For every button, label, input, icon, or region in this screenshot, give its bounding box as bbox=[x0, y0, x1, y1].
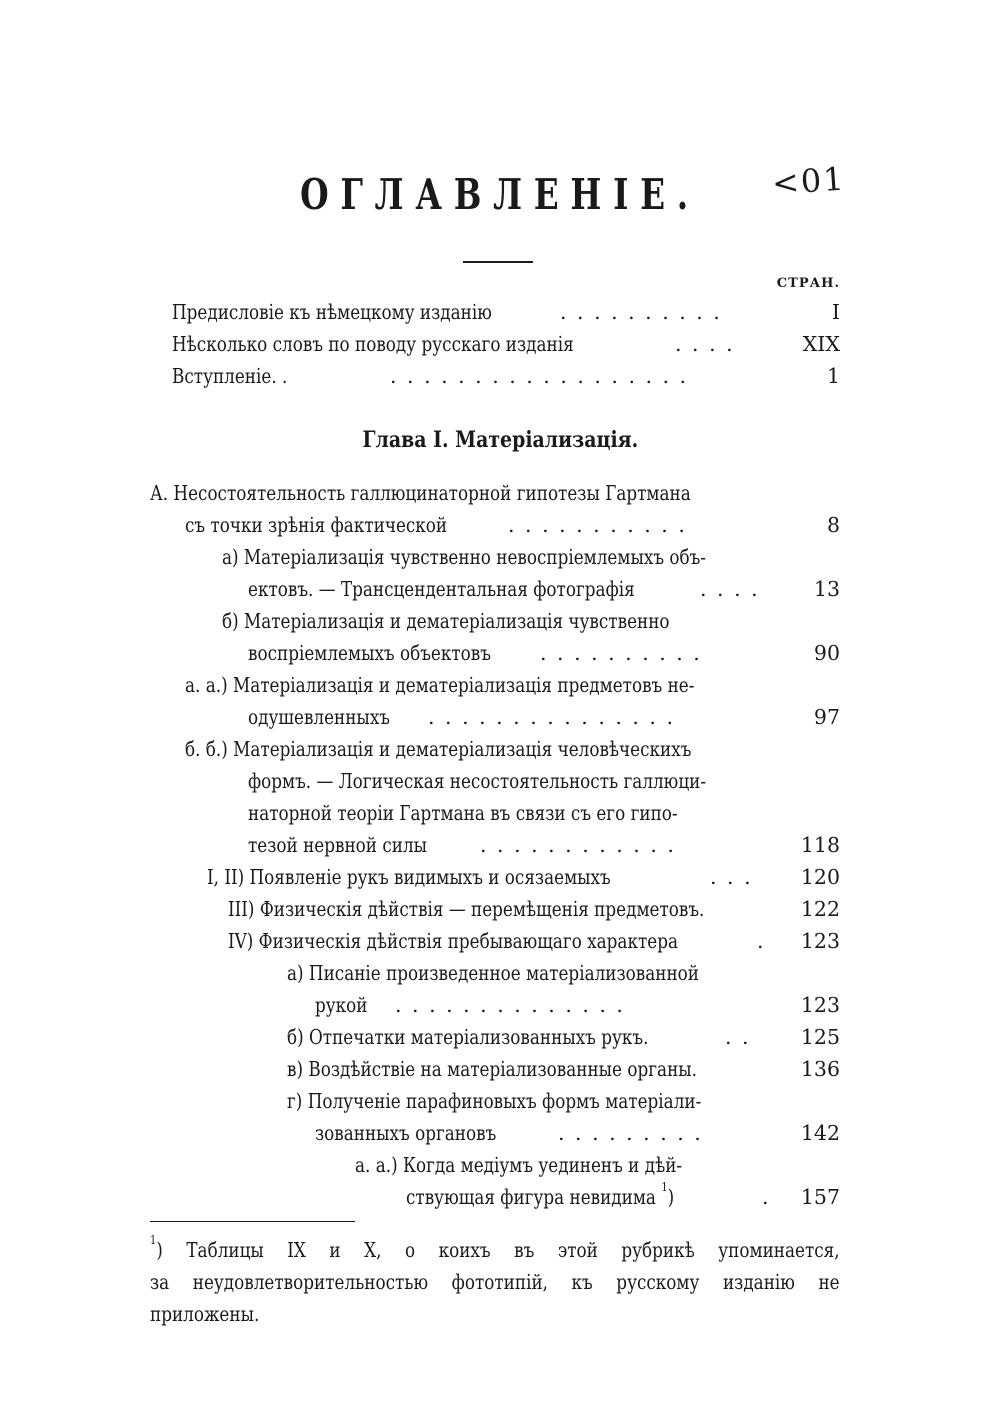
toc-entry[interactable] bbox=[150, 1117, 840, 1149]
toc-entry-page: 120 bbox=[800, 865, 840, 889]
toc-entry-text: рукой bbox=[315, 993, 368, 1017]
toc-entry[interactable] bbox=[150, 1021, 840, 1053]
leader-dots: . . . . . . . . . . . . . . bbox=[395, 993, 625, 1017]
toc-entry-page: 157 bbox=[800, 1185, 840, 1209]
toc-entry-page: I bbox=[831, 300, 840, 324]
toc-entry-text: наторной теоріи Гартмана въ связи съ его гипо- bbox=[248, 801, 678, 825]
toc-entry[interactable] bbox=[150, 957, 840, 989]
footnote-line: приложены. bbox=[150, 1302, 260, 1326]
chapter-heading: Глава I. Матеріализація. bbox=[362, 427, 638, 453]
leader-dots: . . . . . . . . . . . . bbox=[480, 833, 676, 857]
toc-entry-page: 90 bbox=[813, 641, 840, 665]
leader-dots: . . . . bbox=[675, 332, 735, 356]
toc-entry-text: а. а.) Матеріализація и дематеріализація предметовъ не- bbox=[185, 673, 695, 697]
toc-entry-text: а) Писаніе произведенное матеріализованной bbox=[287, 961, 699, 985]
footnote bbox=[150, 1234, 840, 1330]
toc-entry[interactable] bbox=[150, 701, 840, 733]
toc-entry[interactable] bbox=[150, 829, 840, 861]
toc-entry-text: г) Полученіе парафиновыхъ формъ матеріали- bbox=[287, 1089, 702, 1113]
toc-entry[interactable] bbox=[150, 328, 840, 360]
toc-entry-text: Вступленіе. . bbox=[172, 364, 288, 388]
toc-entry-page: 97 bbox=[813, 705, 840, 729]
footnote-line: за неудовлетворительностью фототипій, къ русскому изданію не bbox=[150, 1270, 840, 1294]
toc-entry[interactable] bbox=[150, 989, 840, 1021]
toc-entry-text: ектовъ. — Трансцендентальная фотографія bbox=[248, 577, 635, 601]
toc-entry-text: формъ. — Логическая несостоятельность галлюци- bbox=[248, 769, 707, 793]
leader-dots: . . . . . . . . . bbox=[558, 1121, 703, 1145]
toc-entry-text: а) Матеріализація чувственно невоспріемлемыхъ объ- bbox=[222, 545, 706, 569]
toc-entry-text: б) Матеріализація и дематеріализація чувственно bbox=[222, 609, 670, 633]
toc-entry[interactable] bbox=[150, 925, 840, 957]
toc-entry-page: 8 bbox=[826, 513, 840, 537]
footnote-divider bbox=[150, 1221, 355, 1222]
page-title: ОГЛАВЛЕНІЕ. bbox=[300, 170, 700, 219]
toc-entry-text: Нѣсколько словъ по поводу русскаго изданія bbox=[172, 332, 574, 356]
toc-entry-page: XIX bbox=[802, 332, 840, 356]
footnote-line: $^1$) Таблицы IX и X, о коихъ въ этой рубрикѣ упоминается, bbox=[150, 1233, 840, 1262]
toc-entry-text: I, II) Появленіе рукъ видимыхъ и осязаемыхъ bbox=[207, 865, 611, 889]
leader-dots: . . bbox=[725, 1025, 751, 1049]
leader-dots: . . . . . . . . . . bbox=[540, 641, 702, 665]
toc-entry-text: зованныхъ органовъ bbox=[315, 1121, 497, 1145]
toc-entry-page: 13 bbox=[813, 577, 840, 601]
toc-entry-text: одушевленныхъ bbox=[248, 705, 391, 729]
toc-entry[interactable] bbox=[150, 541, 840, 573]
toc-entry[interactable] bbox=[150, 797, 840, 829]
toc-entry-text: б) Отпечатки матеріализованныхъ рукъ. bbox=[287, 1025, 649, 1049]
leader-dots: . bbox=[757, 929, 766, 953]
toc-entry[interactable] bbox=[150, 573, 840, 605]
toc-entry-page: 136 bbox=[800, 1057, 840, 1081]
toc-entry[interactable] bbox=[150, 296, 840, 328]
toc-entry-text: в) Воздѣйствіе на матеріализованные органы. bbox=[287, 1057, 697, 1081]
toc-entry-page: 122 bbox=[800, 897, 840, 921]
toc-entry[interactable] bbox=[150, 1053, 840, 1085]
toc-entry[interactable] bbox=[150, 509, 840, 541]
toc-entry-page: 123 bbox=[800, 993, 840, 1017]
corner-mark: <01 bbox=[770, 159, 847, 203]
toc-entry-page: 1 bbox=[826, 364, 840, 388]
leader-dots: . . . . . . . . . . bbox=[560, 300, 722, 324]
leader-dots: . . . . . . . . . . . . . . . bbox=[428, 705, 675, 729]
toc-entry-page: 118 bbox=[800, 833, 840, 857]
leader-dots: . . . bbox=[710, 865, 753, 889]
toc-entry-page: 142 bbox=[800, 1121, 840, 1145]
toc-entry-text: III) Физическія дѣйствія — перемѣщенія предметовъ. bbox=[228, 897, 705, 921]
toc-entry[interactable] bbox=[150, 360, 840, 392]
toc-entry-text: а. а.) Когда медіумъ уединенъ и дѣй- bbox=[355, 1153, 683, 1177]
toc-entry[interactable] bbox=[150, 861, 840, 893]
toc-entry-text: воспріемлемыхъ объектовъ bbox=[248, 641, 491, 665]
toc-entry-text: Предисловіе къ нѣмецкому изданію bbox=[172, 300, 492, 324]
toc-entry[interactable] bbox=[150, 733, 840, 765]
toc-entry-text: тезой нервной силы bbox=[248, 833, 428, 857]
toc-entry[interactable] bbox=[150, 669, 840, 701]
toc-entry[interactable] bbox=[150, 765, 840, 797]
toc-entry[interactable] bbox=[150, 637, 840, 669]
leader-dots: . . . . bbox=[700, 577, 760, 601]
title-divider bbox=[463, 261, 533, 263]
pages-column-label: СТРАН. bbox=[776, 276, 840, 291]
toc-entry[interactable] bbox=[150, 605, 840, 637]
toc-entry-page: 123 bbox=[800, 929, 840, 953]
toc-entry-text: IV) Физическія дѣйствія пребывающаго характера bbox=[228, 929, 678, 953]
toc-entry[interactable] bbox=[150, 893, 840, 925]
toc-entry[interactable] bbox=[150, 477, 840, 509]
toc-entry-text: б. б.) Матеріализація и дематеріализація человѣческихъ bbox=[185, 737, 692, 761]
toc-entry[interactable] bbox=[150, 1149, 840, 1181]
toc-entry-page: 125 bbox=[800, 1025, 840, 1049]
leader-dots: . bbox=[762, 1185, 771, 1209]
toc-entry-text: съ точки зрѣнія фактической bbox=[185, 513, 448, 537]
leader-dots: . . . . . . . . . . . bbox=[508, 513, 687, 537]
toc-entry[interactable] bbox=[150, 1085, 840, 1117]
leader-dots: . . . . . . . . . . . . . . . . . . bbox=[390, 364, 689, 388]
toc-entry-text: ствующая фигура невидима $^1$) bbox=[406, 1180, 675, 1209]
toc-entry-text: А. Несостоятельность галлюцинаторной гипотезы Гартмана bbox=[150, 481, 691, 505]
toc-entry[interactable] bbox=[150, 1181, 840, 1213]
